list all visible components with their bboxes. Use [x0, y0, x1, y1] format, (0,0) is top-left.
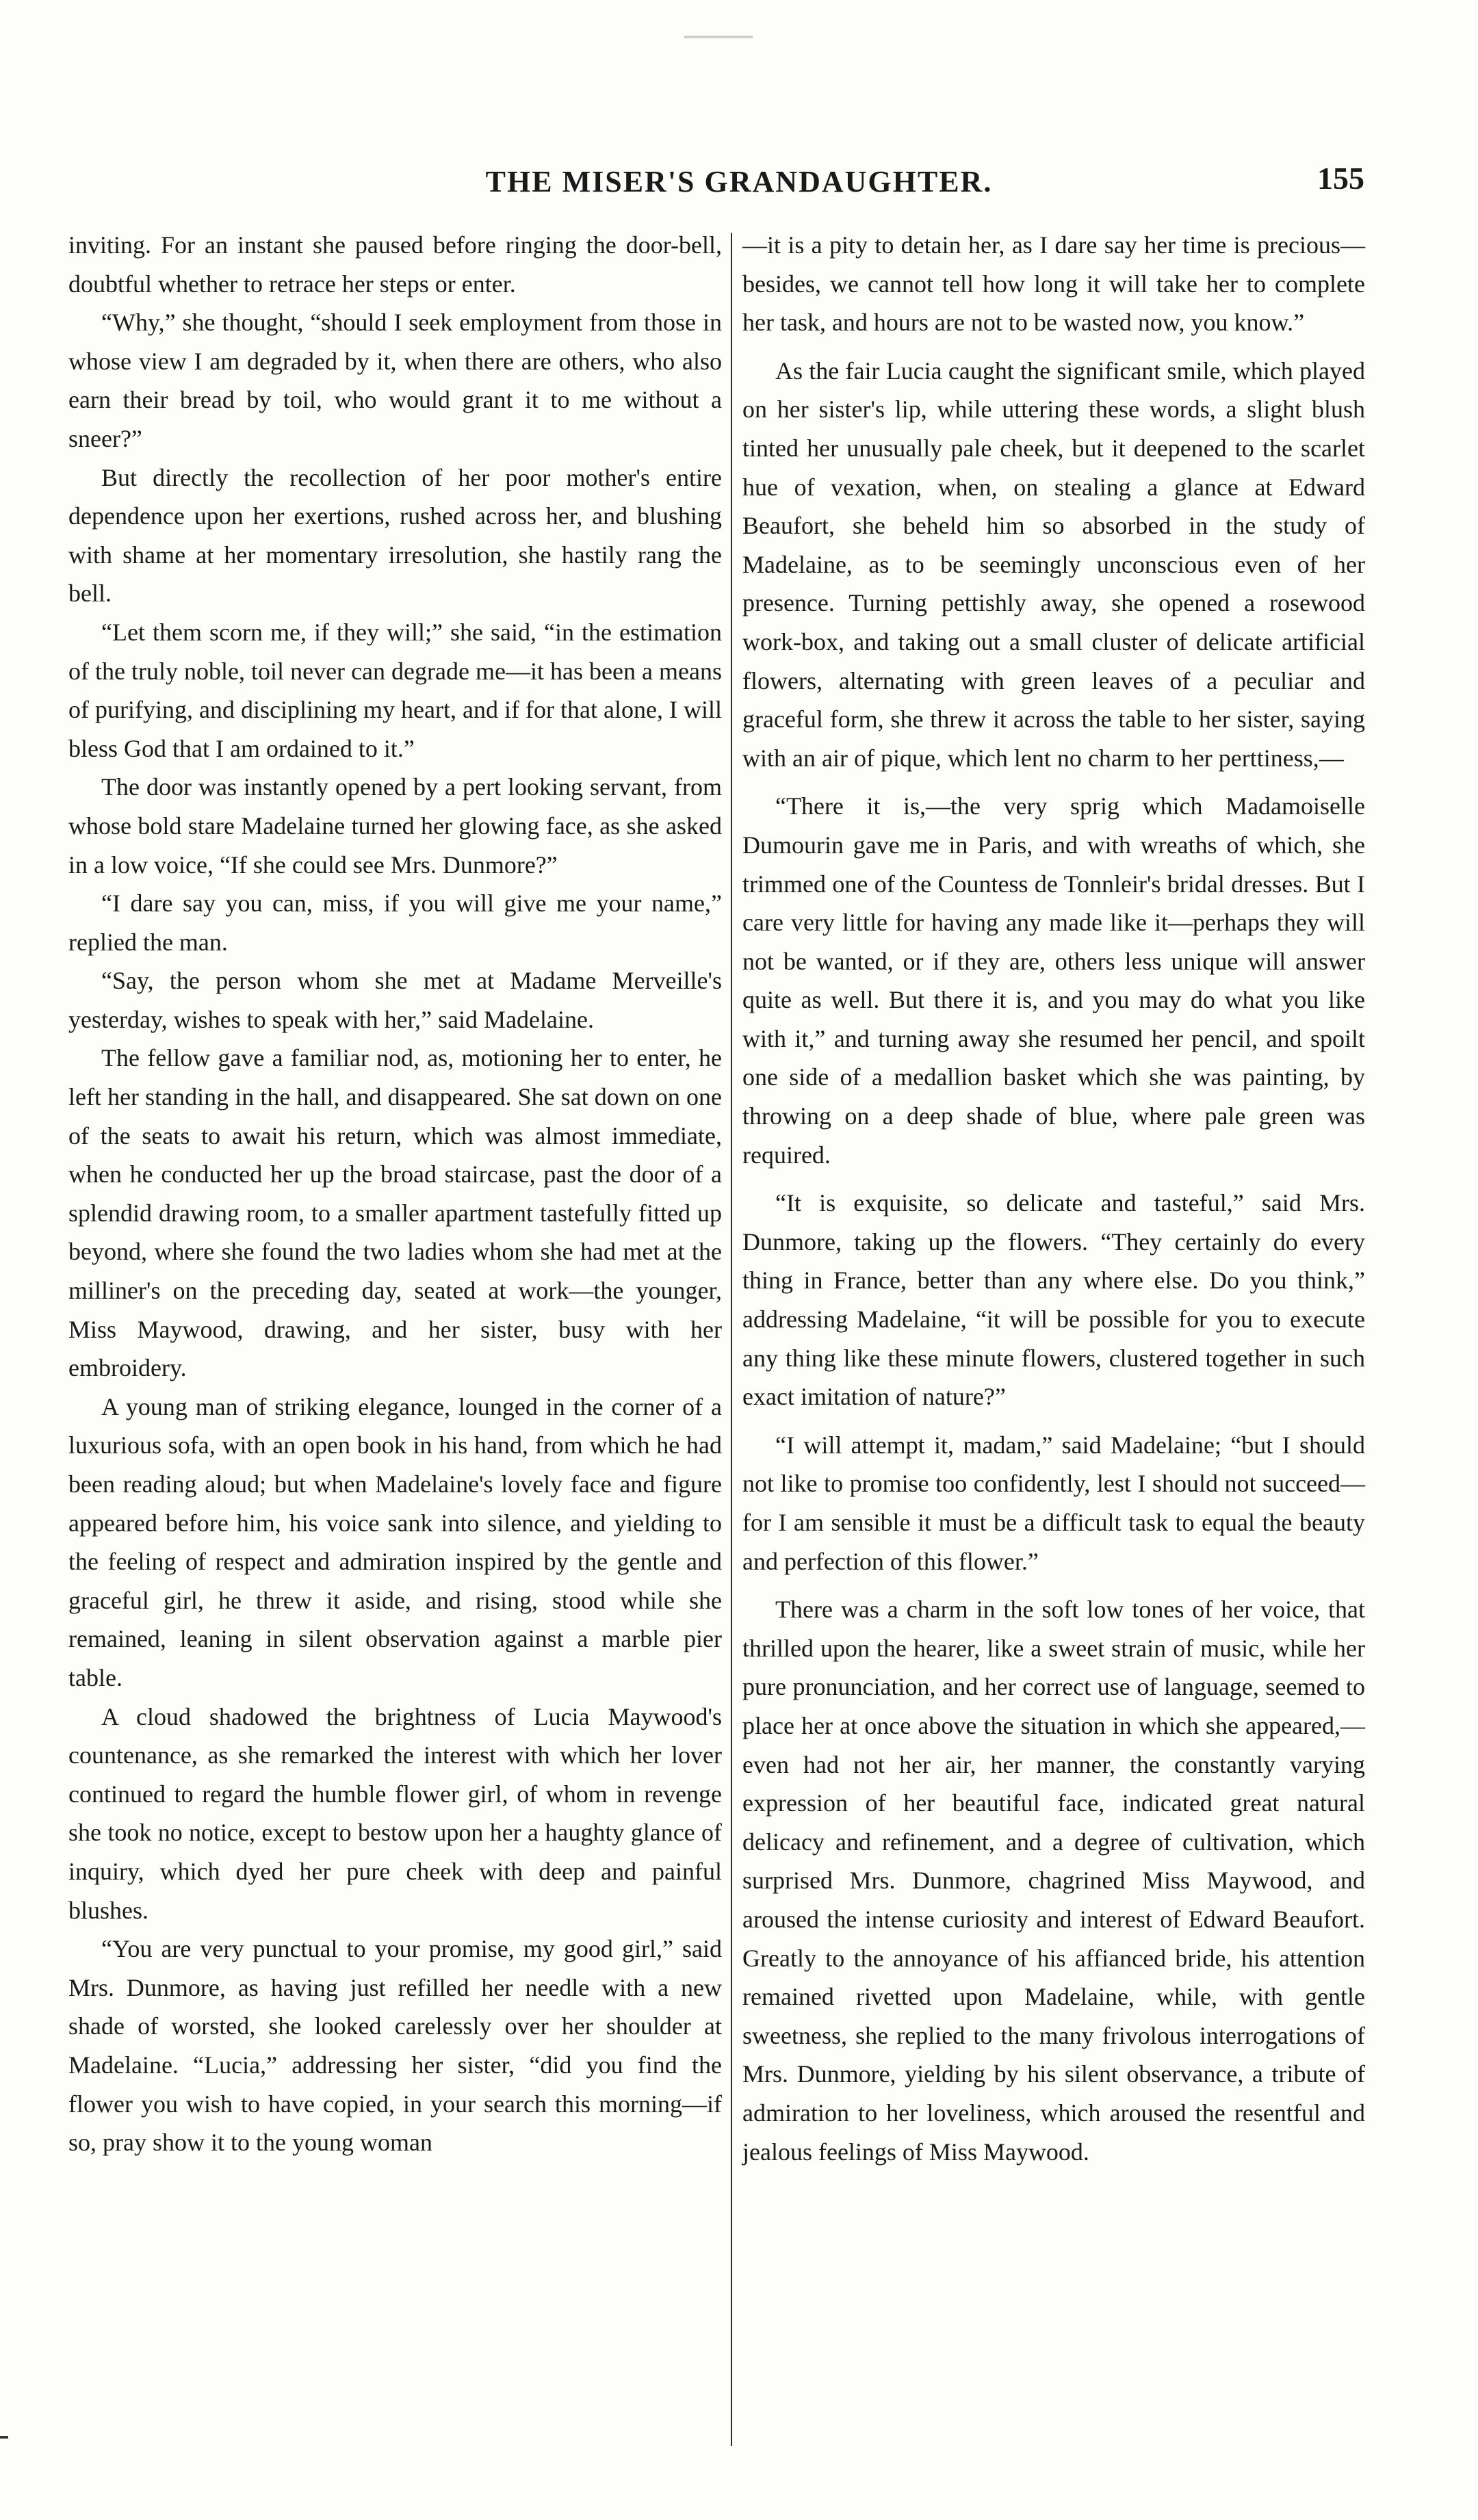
- paragraph: —it is a pity to detain her, as I dare say her time is precious—besides, we cannot tell how long it will take her to complete her task, and hours are not to be wasted now, you know.”: [742, 231, 1365, 337]
- left-column: [68, 226, 722, 2162]
- paragraph: “I will attempt it, madam,” said Madelaine; “but I should not like to promise too confidently, lest I should not succeed—for I am sensible it must be a difficult task to equal the beauty and perfection of this flower.”: [742, 1431, 1365, 1575]
- paragraph: The door was instantly opened by a pert looking servant, from whose bold stare Madelaine turned her glowing face, as she asked in a low voice, “If she could see Mrs. Dunmore?”: [68, 773, 722, 879]
- column-rule: [731, 233, 732, 2446]
- paragraph: “There it is,—the very sprig which Madamoiselle Dumourin gave me in Paris, and with wreaths of which, she trimmed one of the Countess de Tonnleir's bridal dresses. But I care very little for having any made like it—perhaps they will not be wanted, or if they are, others less unique will answer quite as well. But there it is, and you may do what you like with it,” and turning away she resumed her pencil, and spoilt one side of a medallion basket which she was painting, by throwing on a deep shade of blue, where pale green was required.: [742, 792, 1365, 1169]
- paragraph: A young man of striking elegance, lounged in the corner of a luxurious sofa, with an open book in his hand, from which he had been reading aloud; but when Madelaine's lovely face and figure appeared before him, his voice sank into silence, and yielding to the feeling of respect and admiration inspired by the gentle and graceful girl, he threw it aside, and rising, stood while she remained, leaning in silent observation against a marble pier table.: [68, 1392, 722, 1691]
- paragraph: The fellow gave a familiar nod, as, motioning her to enter, he left her standing in the hall, and disappeared. She sat down on one of the seats to await his return, which was almost immediate, when he conducted her up the broad staircase, past the door of a splendid drawing room, to a smaller apartment tastefully fitted up beyond, where she found the two ladies whom she had met at the milliner's on the preceding day, seated at work—the younger, Miss Maywood, drawing, and her sister, busy with her embroidery.: [68, 1044, 722, 1382]
- paragraph: “It is exquisite, so delicate and tasteful,” said Mrs. Dunmore, taking up the flowers. “They certainly do every thing in France, better than any where else. Do you think,” addressing Madelaine, “it will be possible for you to execute any thing like these minute flowers, clustered together in such exact imitation of nature?”: [742, 1189, 1365, 1411]
- margin-mark: [0, 2436, 8, 2439]
- right-column: [742, 226, 1365, 2171]
- running-head: [0, 161, 1478, 212]
- paragraph: “I dare say you can, miss, if you will give me your name,” replied the man.: [68, 889, 722, 956]
- paragraph: There was a charm in the soft low tones of her voice, that thrilled upon the hearer, like a sweet strain of music, while her pure pronunciation, and her correct use of language, seemed to place her at once above the situation in which she appeared,—even had not her air, her manner, the constantly varying expression of her beautiful face, indicated great natural delicacy and refinement, and a degree of cultivation, which surprised Mrs. Dunmore, chagrined Miss Maywood, and aroused the intense curiosity and interest of Edward Beaufort. Greatly to the annoyance of his affianced bride, his attention remained rivetted upon Madelaine, while, with gentle sweetness, she replied to the many frivolous interrogations of Mrs. Dunmore, yielding by his silent observance, a tribute of admiration to her loveliness, which aroused the resentful and jealous feelings of Miss Maywood.: [742, 1596, 1365, 2166]
- paragraph: “Why,” she thought, “should I seek employment from those in whose view I am degraded by it, when there are others, who also earn their bread by toil, who would grant it to me without a sneer?”: [68, 309, 722, 452]
- paragraph: inviting. For an instant she paused before ringing the door-bell, doubtful whether to retrace her steps or enter.: [68, 231, 722, 298]
- paragraph: “You are very punctual to your promise, my good girl,” said Mrs. Dunmore, as having just refilled her needle with a new shade of worsted, she looked carelessly over her shoulder at Madelaine. “Lucia,” addressing her sister, “did you find the flower you wish to have copied, in your search this morning—if so, pray show it to the young woman: [68, 1935, 722, 2157]
- paragraph: “Say, the person whom she met at Madame Merveille's yesterday, wishes to speak with her,” said Madelaine.: [68, 967, 722, 1033]
- paragraph: As the fair Lucia caught the significant smile, which played on her sister's lip, while uttering these words, a slight blush tinted her unusually pale cheek, but it deepened to the scarlet hue of vexation, when, on stealing a glance at Edward Beaufort, she beheld him so absorbed in the study of Madelaine, as to be seemingly unconscious even of her presence. Turning pettishly away, she opened a rosewood work-box, and taking out a small cluster of delicate artificial flowers, alternating with green leaves of a peculiar and graceful form, she threw it across the table to her sister, saying with an air of pique, which lent no charm to her perttiness,—: [742, 356, 1365, 772]
- page-number: 155: [1317, 161, 1364, 196]
- running-title: THE MISER'S GRANDAUGHTER.: [485, 165, 993, 198]
- print-speck: [684, 36, 753, 38]
- paragraph: But directly the recollection of her poor mother's entire dependence upon her exertions, rushed across her, and blushing with shame at her momentary irresolution, she hastily rang the bell.: [68, 463, 722, 608]
- paragraph: “Let them scorn me, if they will;” she said, “in the estimation of the truly noble, toil never can degrade me—it has been a means of purifying, and disciplining my heart, and if for that alone, I will bless God that I am ordained to it.”: [68, 618, 722, 762]
- paragraph: A cloud shadowed the brightness of Lucia Maywood's countenance, as she remarked the interest with which her lover continued to regard the humble flower girl, of whom in revenge she took no notice, except to bestow upon her a haughty glance of inquiry, which dyed her pure cheek with deep and painful blushes.: [68, 1702, 722, 1924]
